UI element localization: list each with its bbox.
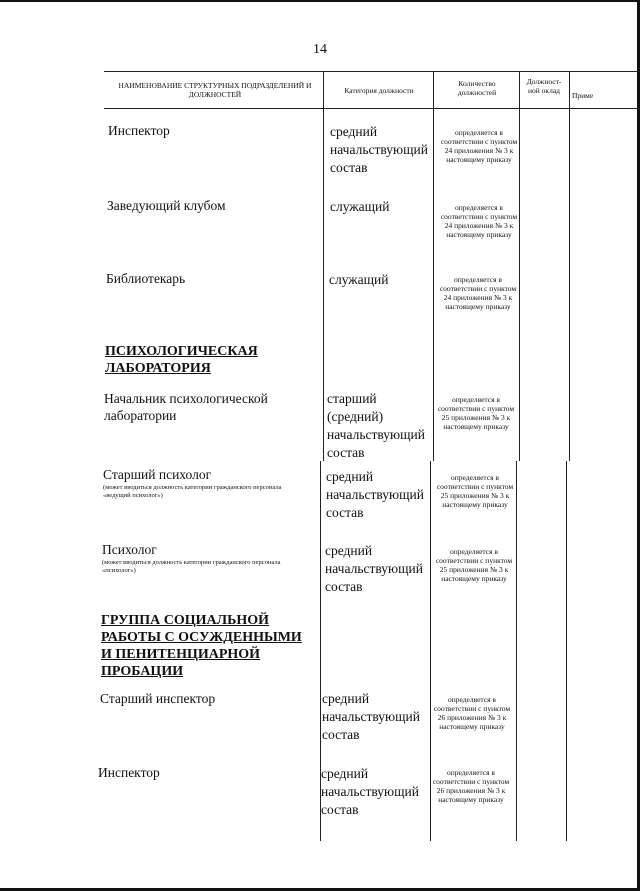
scan-border-top (0, 0, 640, 2)
header-col-salary: Должност-ной оклад (526, 77, 562, 95)
row-name: Старший инспектор (100, 691, 216, 706)
row-name: Библиотекарь (106, 271, 186, 286)
header-col-category: Категория должности (344, 86, 414, 95)
row-quantity: определяется в соответствии с пунктом 24 приложения № 3 к настоящему приказу (440, 128, 518, 164)
col-rule-3b (516, 461, 517, 841)
section-heading: ПСИХОЛОГИЧЕСКАЯ ЛАБОРАТОРИЯ (105, 344, 258, 376)
row-category: средний начальствующий состав (330, 124, 428, 175)
row-category: средний начальствующий состав (325, 543, 423, 594)
row-quantity: определяется в соответствии с пунктом 25 приложения № 3 к настоящему приказу (436, 473, 514, 509)
row-note: (может вводиться должность категории гражданского персонала «психолог») (102, 559, 281, 574)
header-col-name: НАИМЕНОВАНИЕ СТРУКТУРНЫХ ПОДРАЗДЕЛЕНИЙ И ДОЛЖНОСТЕЙ (118, 81, 312, 99)
row-name: Начальник психологической лаборатории (104, 391, 268, 423)
row-quantity: определяется в соответствии с пунктом 26 приложения № 3 к настоящему приказу (432, 768, 510, 804)
row-quantity: определяется в соответствии с пунктом 26 приложения № 3 к настоящему приказу (433, 695, 511, 731)
row-quantity: определяется в соответствии с пунктом 24 приложения № 3 к настоящему приказу (440, 203, 518, 239)
page-number: 14 (313, 42, 327, 57)
header-col-quantity: Количество должностей (457, 79, 497, 97)
table-header-rule (104, 108, 640, 109)
row-name: Инспектор (108, 123, 170, 138)
row-category: старший (средний) начальствующий состав (327, 391, 425, 460)
row-quantity: определяется в соответствии с пунктом 25 приложения № 3 к настоящему приказу (435, 547, 513, 583)
row-quantity: определяется в соответствии с пунктом 24 приложения № 3 к настоящему приказу (439, 275, 517, 311)
col-rule-4 (569, 71, 570, 461)
col-rule-4b (566, 461, 567, 841)
row-name: Инспектор (98, 765, 160, 780)
row-name: Психолог (102, 542, 157, 557)
row-quantity: определяется в соответствии с пунктом 25 приложения № 3 к настоящему приказу (437, 395, 515, 431)
row-category: служащий (329, 272, 389, 287)
table-top-rule (104, 71, 640, 72)
row-name: Заведующий клубом (107, 198, 226, 213)
row-category: средний начальствующий состав (326, 469, 424, 520)
row-name: Старший психолог (103, 467, 212, 482)
row-note: (может вводиться должность категории гражданского персонала «ведущий психолог») (103, 484, 282, 499)
row-category: служащий (330, 199, 390, 214)
header-col-note: Приме (572, 91, 594, 100)
col-rule-1 (323, 71, 324, 461)
section-heading: ГРУППА СОЦИАЛЬНОЙ РАБОТЫ С ОСУЖДЕННЫМИ И ПЕНИТЕНЦИАРНОЙ ПРОБАЦИИ (101, 613, 302, 679)
row-category: средний начальствующий состав (321, 766, 419, 817)
row-category: средний начальствующий состав (322, 691, 420, 742)
